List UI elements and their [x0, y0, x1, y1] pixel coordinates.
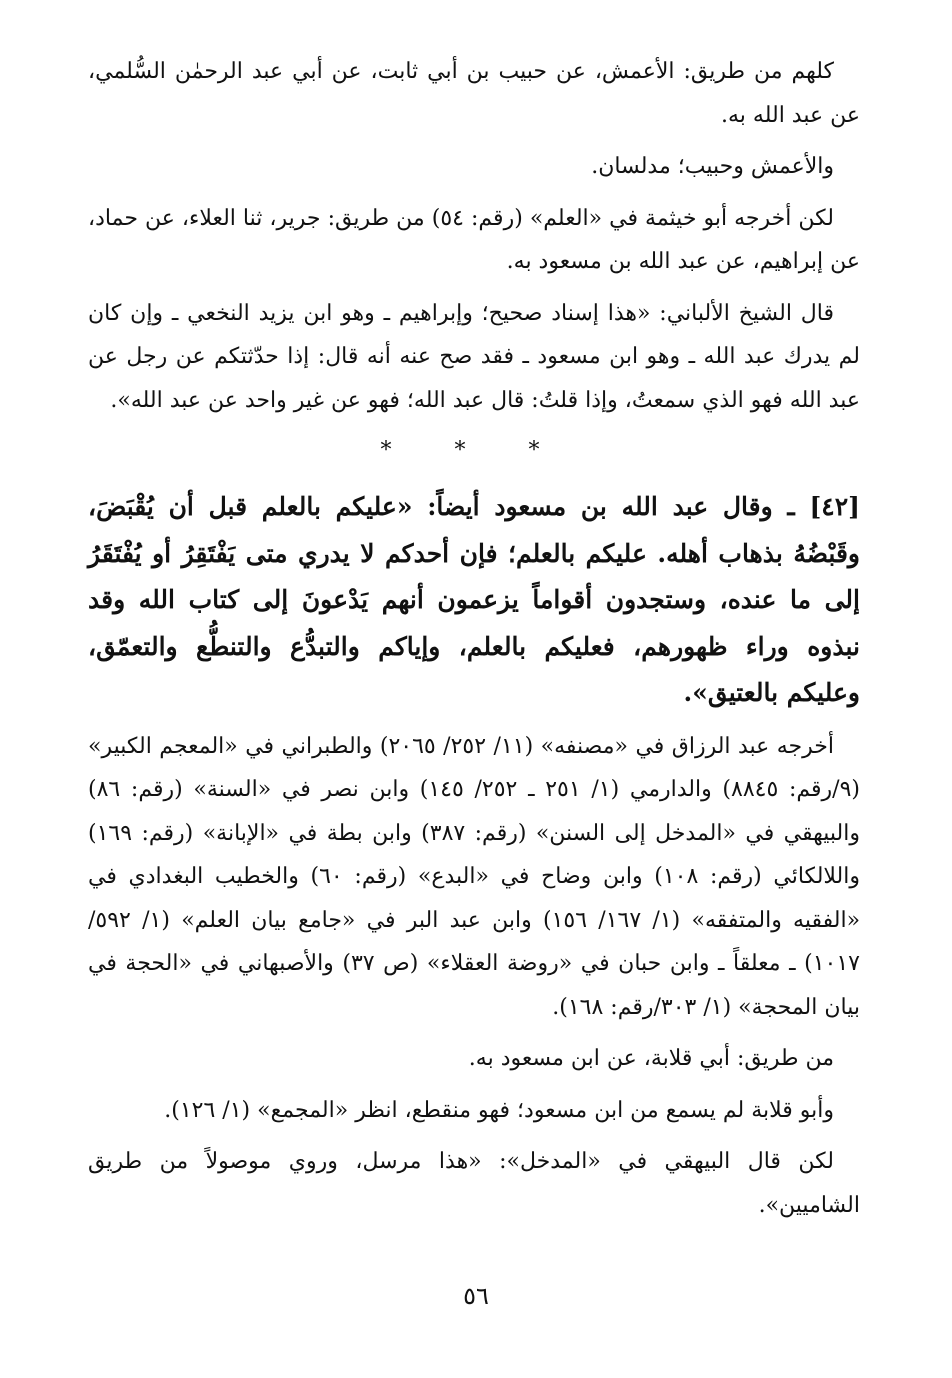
takhrij-paragraph: أخرجه عبد الرزاق في «مصنفه» (١١/ ٢٥٢/ ٢٠٦٥) والطبراني في «المعجم الكبير» (٩/رقم: ٨٨٤٥) والدارمي (١/ ٢٥١ ـ ٢٥٢/ ١٤٥) وابن نصر في «السنة» (رقم: ٨٦) والبيهقي في «المدخل إلى السنن» (رقم: ٣٨٧) وابن بطة في «الإبانة» (رقم: ١٦٩) واللالكائي (رقم: ١٠٨) وابن وضاح في «البدع» (رقم: ٦٠) والخطيب البغدادي في «الفقيه والمتفقه» (١/ ١٦٧/ ١٥٦) وابن عبد البر في «جامع بيان العلم» (١/ ٥٩٢/ ١٠١٧) ـ معلقاً ـ وابن حبان في «روضة العقلاء» (ص ٣٧) والأصبهاني في «الحجة في بيان المحجة» (١/ ٣٠٣/رقم: ١٦٨). — [88, 733, 861, 1020]
page-number: ٥٦ — [463, 1282, 489, 1310]
paragraph-abu-khaythama: لكن أخرجه أبو خيثمة في «العلم» (رقم: ٥٤) من طريق: جرير، ثنا العلاء، عن حماد، عن إبراهيم، عن عبد الله بن مسعود به. — [88, 205, 860, 274]
takhrij-route: من طريق: أبي قلابة، عن ابن مسعود به. — [468, 1046, 834, 1071]
paragraph-chain-of-narration: كلهم من طريق: الأعمش، عن حبيب بن أبي ثابت، عن أبي عبد الرحمٰن السُّلمي، عن عبد الله به. — [88, 59, 860, 128]
paragraph-mudallis-note: والأعمش وحبيب؛ مدلسان. — [591, 154, 834, 179]
takhrij-bayhaqi-note: لكن قال البيهقي في «المدخل»: «هذا مرسل، وروي موصولاً من طريق الشاميين». — [88, 1149, 860, 1218]
paragraph-albani-quote: قال الشيخ الألباني: «هذا إسناد صحيح؛ وإبراهيم ـ وهو ابن يزيد النخعي ـ وإن كان لم يدرك عبد الله ـ وهو ابن مسعود ـ فقد صح عنه أنه قال: إذا حدّثتكم عن رجل عن عبد الله فهو الذي سمعتُ، وإذا قلتُ: قال عبد الله؛ فهو عن غير واحد عن عبد الله». — [88, 300, 860, 413]
hadith-42-text: [٤٢] ـ وقال عبد الله بن مسعود أيضاً: «عليكم بالعلم قبل أن يُقْبَضَ، وقَبْضُهُ بذهاب أهله. عليكم بالعلم؛ فإن أحدكم لا يدري متى يَفْتَقِرُ أو يُفْتَقَرُ إلى ما عنده، وستجدون أقواماً يزعمون أنهم يَدْعونَ إلى كتاب الله وقد نبذوه وراء ظهورهم، فعليكم بالعلم، وإياكم والتبدُّع والتنطُّع والتعمّق، وعليكم بالعتيق». — [88, 492, 860, 707]
section-separator: * * * — [380, 438, 568, 463]
takhrij-inqita-note: وأبو قلابة لم يسمع من ابن مسعود؛ فهو منقطع، انظر «المجمع» (١/ ١٢٦). — [164, 1097, 834, 1123]
